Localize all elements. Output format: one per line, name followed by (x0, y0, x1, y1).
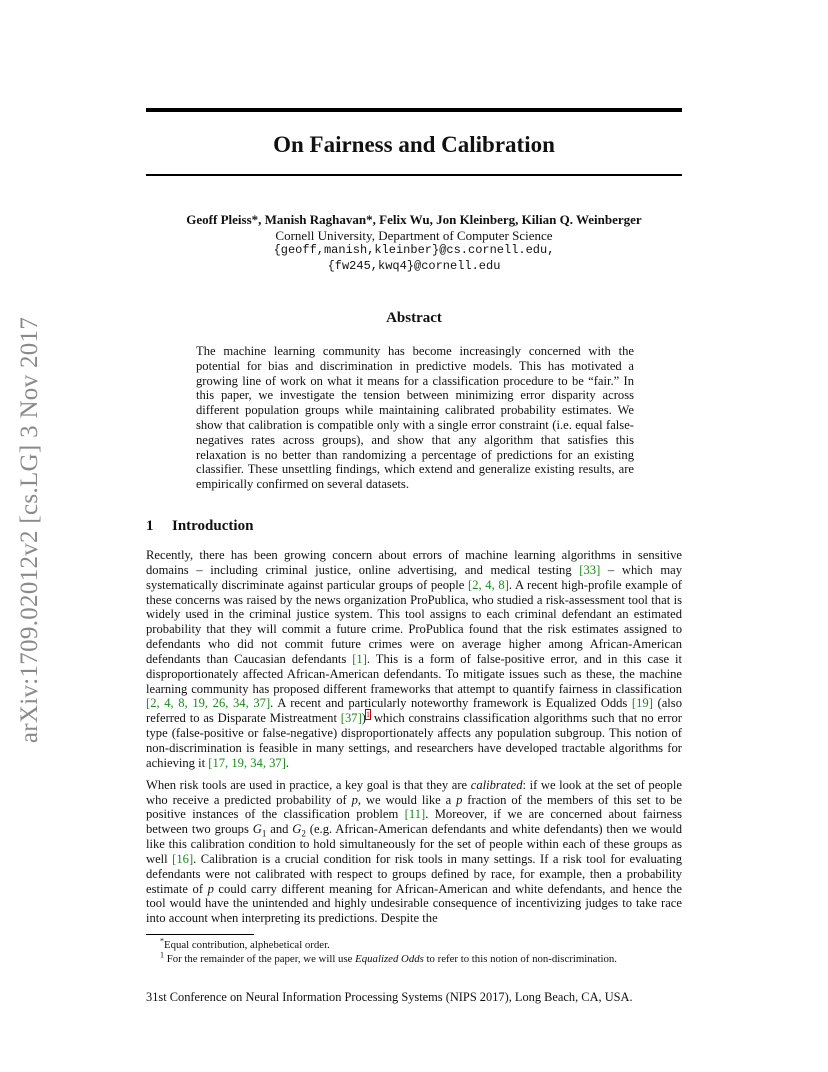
footnote-link[interactable]: 1 (365, 710, 370, 720)
paragraph-2 (146, 778, 682, 926)
text-run: ) (361, 711, 366, 726)
footnote-rule (146, 934, 254, 935)
footnote-emphasis: Equalized Odds (355, 953, 424, 965)
abstract-heading: Abstract (386, 310, 442, 326)
text-run: . A recent and particularly noteworthy framework is Equalized Odds (270, 696, 632, 711)
abstract-text: The machine learning community has become increasingly concerned with the potential for bias and discrimination in predictive models. This has motivated a growing line of work on what it means for a classification procedure to be “fair.” In this paper, we investigate the tension between minimizing error disparity across different population groups while maintaining calibrated probability estimates. We show that calibration is compatible only with a single error constraint (i.e. equal false-negatives rates across groups), and show that any algorithm that satisfies this relaxation is no better than randomizing a percentage of predictions for an existing classifier. These unsettling findings, which extend and generalize existing results, are empirically confirmed on several datasets. (196, 344, 634, 492)
math-variable: G (292, 822, 302, 837)
citation-link[interactable]: [1] (352, 651, 367, 666)
citation-link[interactable]: [11] (404, 807, 426, 822)
author-names: Geoff Pleiss*, Manish Raghavan*, Felix Wu, Jon Kleinberg, Kilian Q. Weinberger (186, 212, 642, 227)
title-rule-top (146, 108, 682, 112)
author-email-1: {geoff,manish,kleinber}@cs.cornell.edu, (273, 243, 555, 257)
citation-link[interactable]: [19] (631, 696, 653, 711)
text-run: . (285, 755, 290, 770)
footnote-mark: 1 (160, 950, 164, 960)
footnote-text: Equal contribution, alphebetical order. (164, 939, 330, 951)
citation-link[interactable]: [37] (340, 711, 362, 726)
math-subscript: 1 (261, 828, 267, 839)
text-run: which constrains classification algorithms such that no error type (false-positive or false-negative) disproportionately affects any population subgroup. This notion of non-discrimination is feasible in many settings, and researchers have developed tractable algorithms for achieving it (146, 711, 682, 770)
citation-link[interactable]: [33] (579, 562, 601, 577)
math-variable: p (456, 792, 463, 807)
abstract (196, 344, 634, 492)
footnotes (146, 938, 682, 966)
text-run: , we would like a (357, 792, 457, 807)
text-run: . Calibration is a crucial condition for risk tools in many settings. If a risk tool for evaluating defendants were not calibrated with respect to groups defined by race, for example, then a probability estimate of (146, 851, 682, 896)
paragraph-1 (146, 548, 682, 771)
emphasis: calibrated (470, 777, 523, 792)
author-block (146, 212, 682, 274)
conference-footer: 31st Conference on Neural Information Processing Systems (NIPS 2017), Long Beach, CA, USA. (146, 990, 633, 1004)
text-run: . This is a form of false-positive error, and in this case it disproportionately affected African-American defendants. To mitigate issues such as these, the machine learning community has proposed different frameworks that attempt to quantify fairness in classification (146, 651, 682, 696)
text-run: When risk tools are used in practice, a key goal is that they are (146, 777, 471, 792)
math-variable: p (207, 881, 214, 896)
footnote-text: to refer to this notion of non-discrimination. (423, 953, 617, 965)
text-run: fraction of the members of this set to be positive instances of the classification problem (146, 792, 682, 822)
arxiv-identifier (14, 290, 46, 770)
text-run: – which may systematically discriminate against particular groups of people (146, 562, 683, 592)
text-run: and (266, 822, 293, 837)
arxiv-identifier-text: arXiv:1709.02012v2 [cs.LG] 3 Nov 2017 (16, 316, 43, 744)
citation-link[interactable]: [16] (172, 851, 194, 866)
citation-link[interactable]: [17, 19, 34, 37] (208, 755, 286, 770)
math-variable: p (351, 792, 358, 807)
paper-title: On Fairness and Calibration (273, 132, 555, 157)
math-subscript: 2 (301, 828, 306, 839)
footnote-mark: * (160, 936, 164, 946)
section-title: Introduction (172, 518, 254, 534)
section-number: 1 (146, 518, 154, 534)
citation-link[interactable]: [2, 4, 8, 19, 26, 34, 37] (146, 696, 271, 711)
text-run: . A recent high-profile example of these concerns was raised by the news organization ProPublica, who studied a risk-assessment tool that is widely used in the criminal justice system. This tool assigns to each criminal defendant an estimated probability that they will commit a future crime. ProPublica found that the risk estimates assigned to defendants who did not commit future crimes were on average higher among African-American defendants than Caucasian defendants (146, 577, 682, 666)
body-text (146, 548, 682, 933)
text-run: could carry different meaning for African-American and white defendants, and hence the tool would have the unintended and highly undesirable consequence of incentivizing judges to take race into account when interpreting its predictions. Despite the (146, 881, 682, 926)
section-heading (146, 518, 253, 535)
text-run: : if we look at the set of people who receive a predicted probability of (146, 777, 682, 807)
text-run: (also referred to as Disparate Mistreatment (146, 696, 682, 726)
footnote-1 (146, 952, 682, 966)
text-run: . Moreover, if we are concerned about fairness between two groups (146, 807, 682, 837)
footnote-text: For the remainder of the paper, we will use (164, 953, 356, 965)
text-run: Recently, there has been growing concern about errors of machine learning algorithms in sensitive domains – including criminal justice, online advertising, and medical testing (146, 548, 682, 577)
footnote-star (146, 938, 682, 952)
author-affiliation: Cornell University, Department of Computer Science (275, 227, 553, 243)
text-run: (e.g. African-American defendants and white defendants) then we would like this calibration condition to hold simultaneously for the set of people within each of these groups as well (146, 822, 682, 866)
math-variable: G (252, 822, 262, 837)
citation-link[interactable]: [2, 4, 8] (468, 577, 509, 592)
title-rule-bottom (146, 174, 682, 176)
author-email-2: {fw245,kwq4}@cornell.edu (327, 258, 501, 273)
